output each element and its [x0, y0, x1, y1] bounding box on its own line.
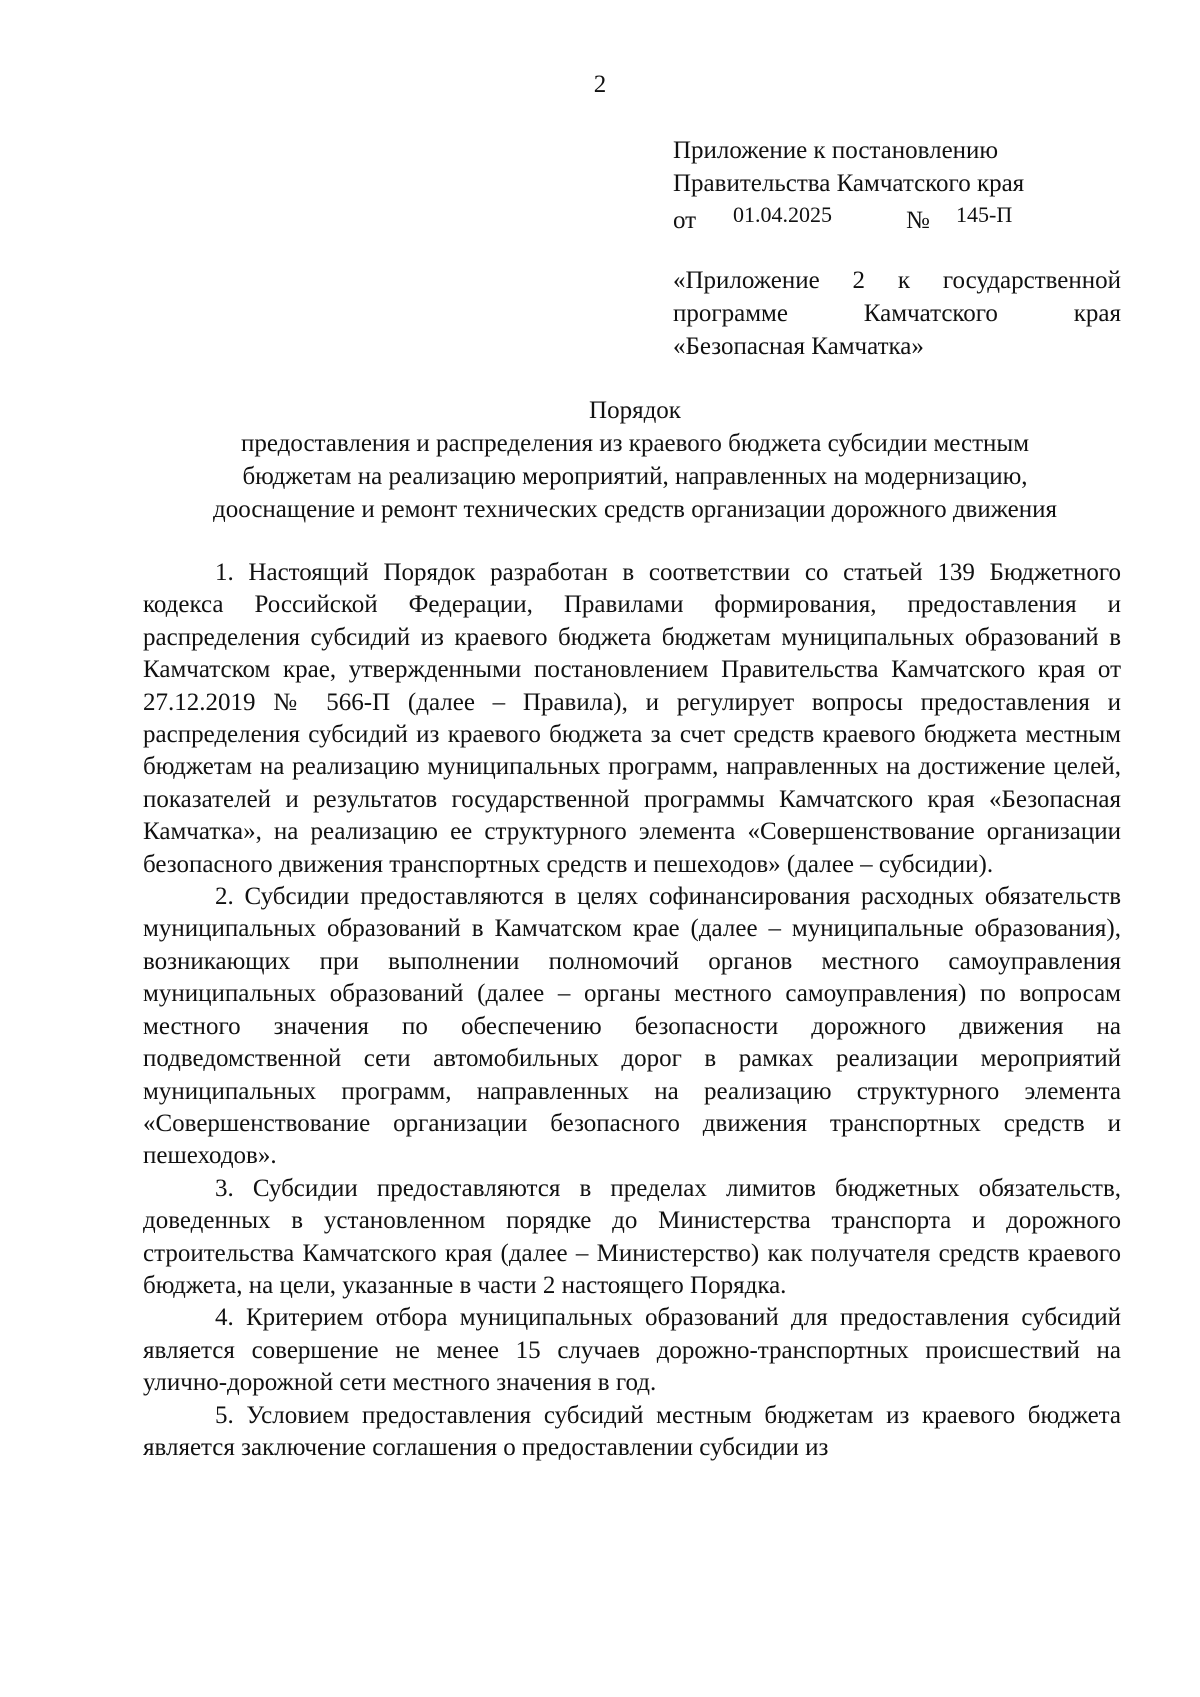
- number-sign: №: [906, 207, 930, 234]
- resolution-number: 145-П: [956, 202, 1013, 227]
- attachment-header: [673, 134, 1113, 233]
- program-reference-line-2: программе Камчатского края: [673, 300, 1121, 327]
- page-number: 2: [593, 71, 607, 98]
- resolution-date: 01.04.2025: [733, 202, 832, 227]
- paragraph-5: 5. Условием предоставления субсидий местным бюджетам из краевого бюджета является заключение соглашения о предоставлении субсидии из: [143, 1401, 1121, 1461]
- document-title: [140, 394, 1130, 526]
- title-heading: Порядок: [589, 397, 681, 424]
- paragraph-4: 4. Критерием отбора муниципальных образований для предоставления субсидий является совершение не менее 15 случаев дорожно-транспортных происшествий на улично-дорожной сети местного значения в год.: [143, 1304, 1121, 1397]
- title-line-2: бюджетам на реализацию мероприятий, направленных на модернизацию,: [242, 463, 1028, 490]
- program-reference-line-1: «Приложение 2 к государственной: [673, 267, 1121, 294]
- program-reference-line-3: «Безопасная Камчатка»: [673, 333, 924, 360]
- resolution-date-line: [673, 200, 1113, 233]
- paragraph-3: 3. Субсидии предоставляются в пределах лимитов бюджетных обязательств, доведенных в установленном порядке до Министерства транспорта и дорожного строительства Камчатского края (далее – Министерство) как получателя средств краевого бюджета, на цели, указанные в части 2 настоящего Порядка.: [143, 1174, 1121, 1299]
- document-body: [143, 557, 1121, 1464]
- attachment-line-2: Правительства Камчатского края: [673, 170, 1025, 197]
- title-line-3: дооснащение и ремонт технических средств организации дорожного движения: [212, 496, 1058, 523]
- paragraph-1: 1. Настоящий Порядок разработан в соответствии со статьей 139 Бюджетного кодекса Российской Федерации, Правилами формирования, предоставления и распределения субсидий из краевого бюджета бюджетам муниципальных образований в Камчатском крае, утвержденными постановлением Правительства Камчатского края от 27.12.2019 № 566-П (далее – Правила), и регулирует вопросы предоставления и распределения субсидий из краевого бюджета за счет средств краевого бюджета местным бюджетам на реализацию муниципальных программ, направленных на достижение целей, показателей и результатов государственной программы Камчатского края «Безопасная Камчатка», на реализацию ее структурного элемента «Совершенствование организации безопасного движения транспортных средств и пешеходов» (далее – субсидии).: [143, 559, 1121, 878]
- attachment-line-1: Приложение к постановлению: [673, 137, 999, 164]
- title-line-1: предоставления и распределения из краевого бюджета субсидии местным: [240, 430, 1030, 457]
- from-label: от: [673, 207, 697, 234]
- program-reference: [673, 264, 1121, 363]
- paragraph-2: 2. Субсидии предоставляются в целях софинансирования расходных обязательств муниципальных образований в Камчатском крае (далее – муниципальные образования), возникающих при выполнении полномочий органов местного самоуправления муниципальных образований (далее – органы местного самоуправления) по вопросам местного значения по обеспечению безопасности дорожного движения на подведомственной сети автомобильных дорог в рамках реализации мероприятий муниципальных программ, направленных на реализацию структурного элемента «Совершенствование организации безопасного движения транспортных средств и пешеходов».: [143, 883, 1121, 1170]
